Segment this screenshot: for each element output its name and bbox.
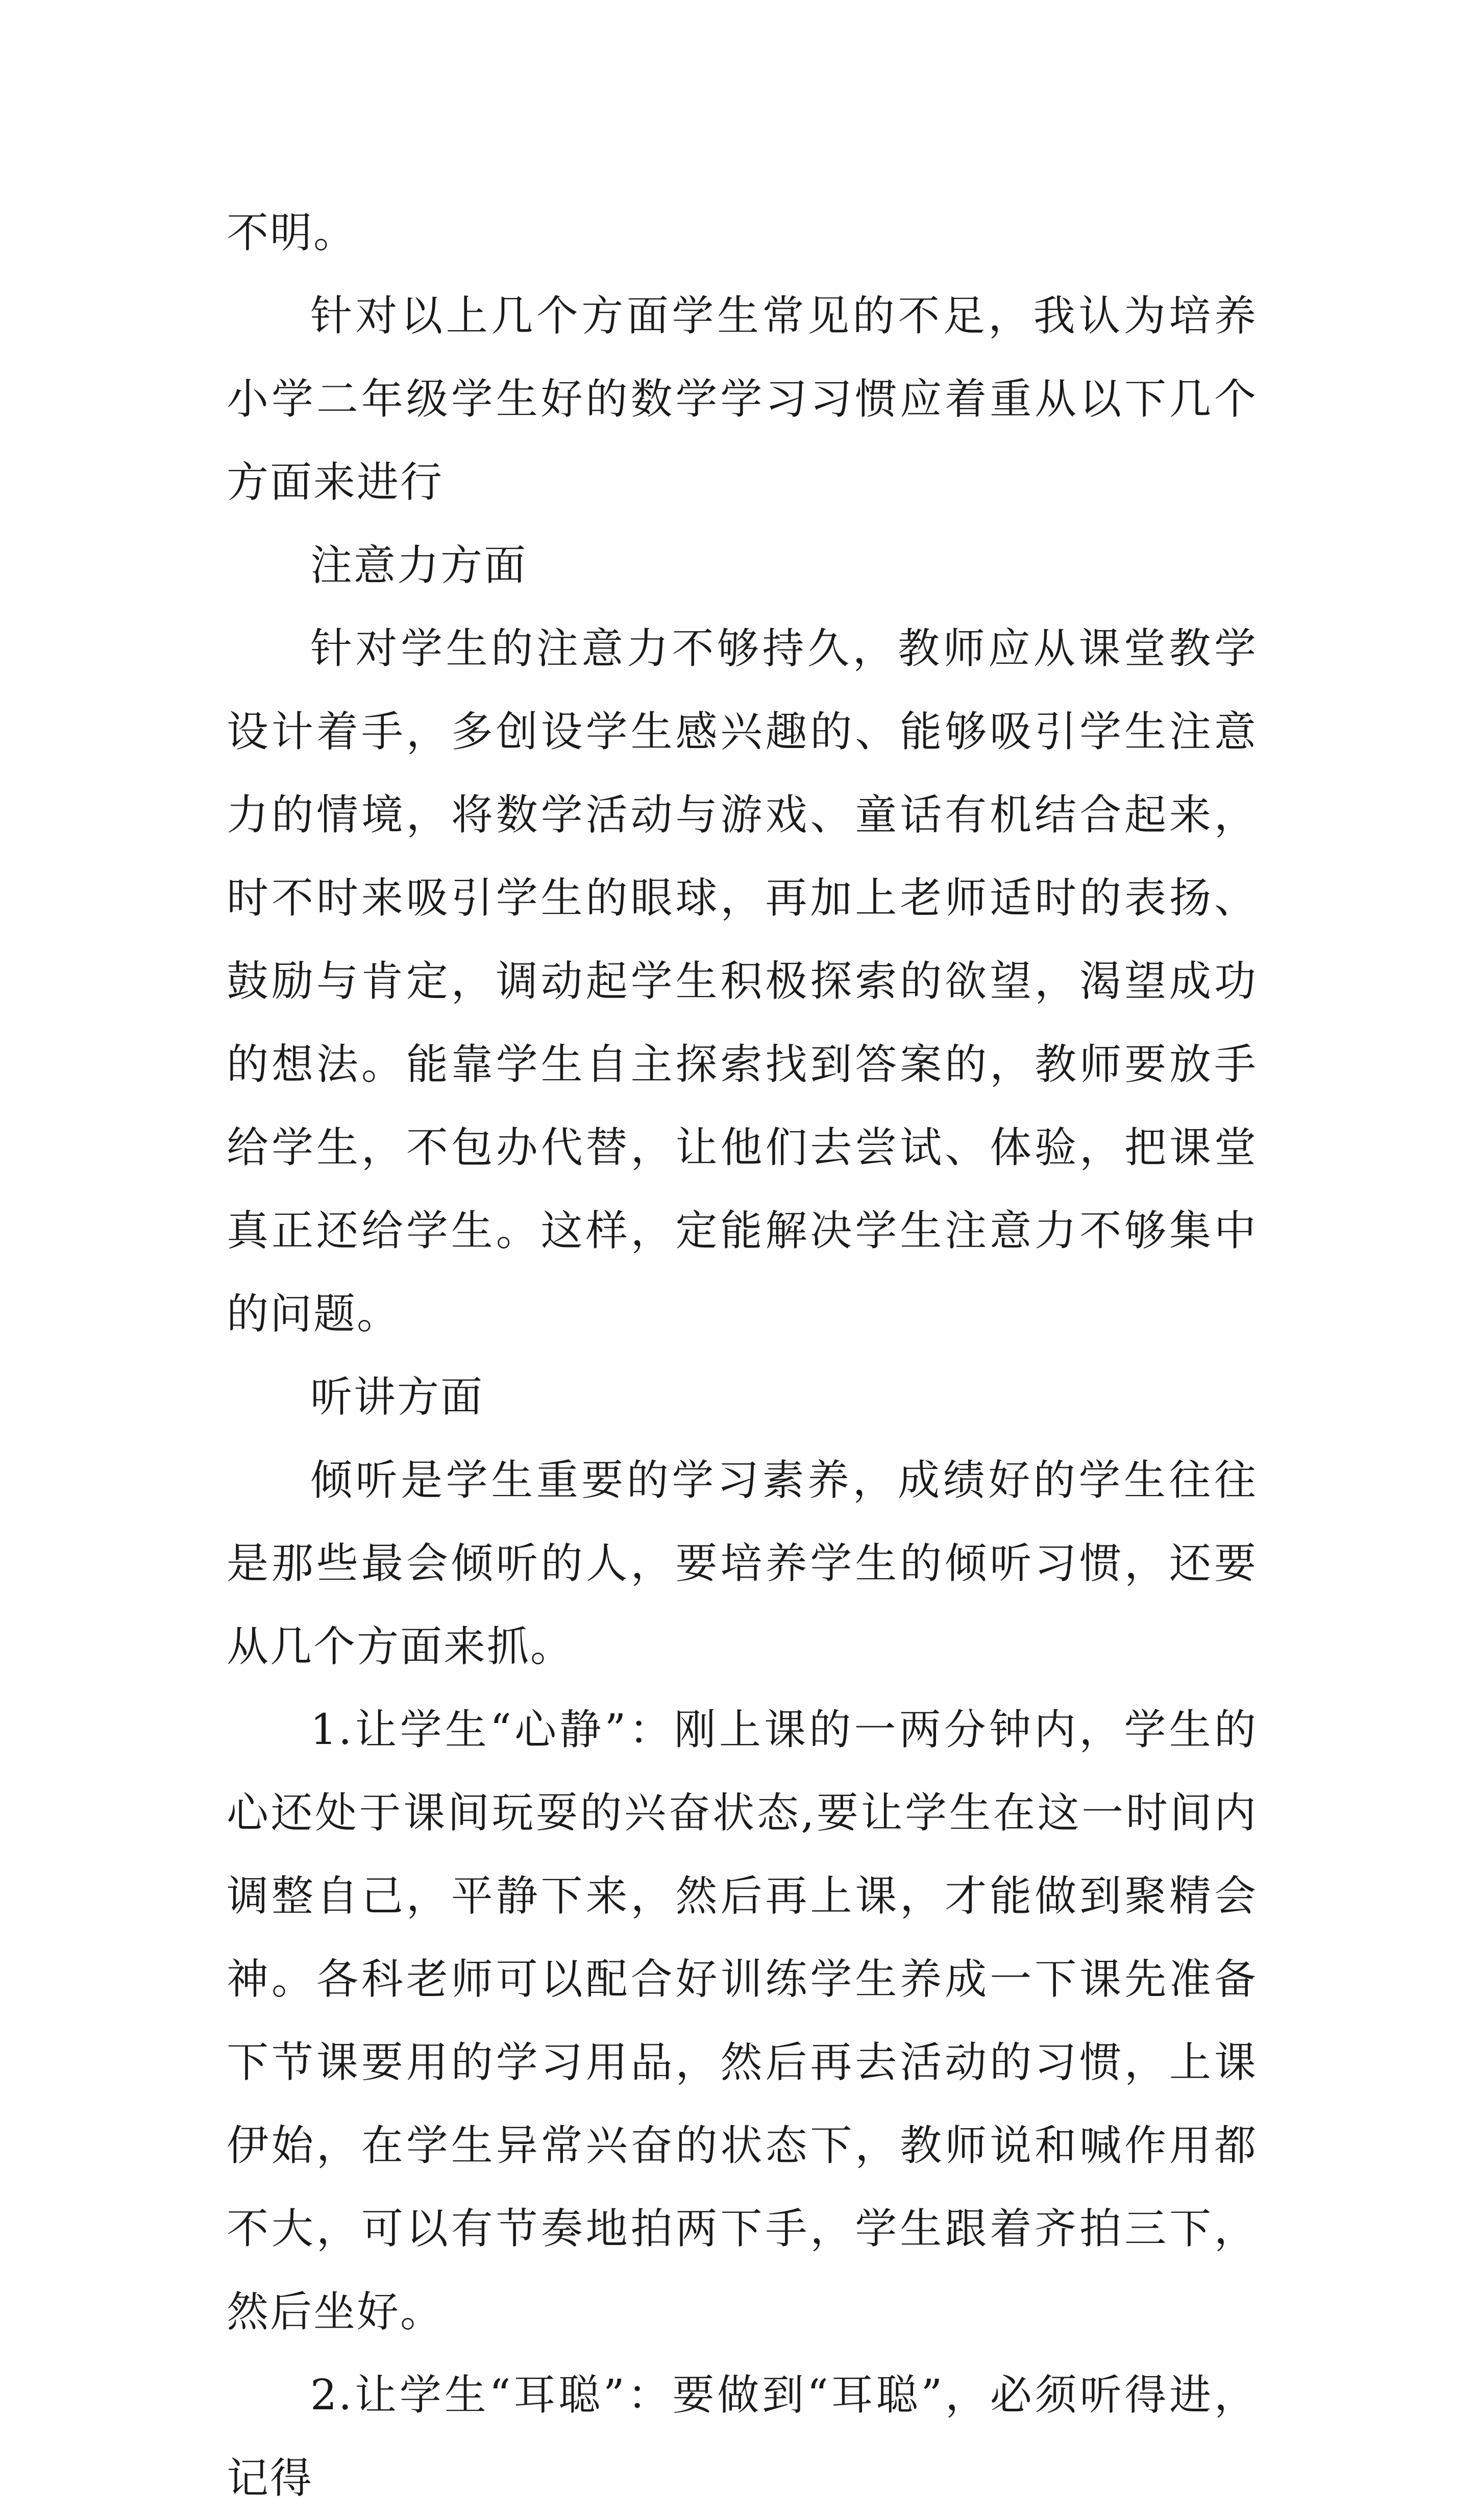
document-body — [227, 191, 1258, 2520]
section-heading-attention: 注意力方面 — [310, 541, 528, 590]
section-heading-listening: 听讲方面 — [310, 1373, 484, 1421]
paragraph-point-2: 2.让学生“耳聪”：要做到“耳聪”，必须听得进，记得 — [227, 2371, 1258, 2503]
paragraph-attention: 针对学生的注意力不够持久，教师应从课堂教学设计着手，多创设学生感兴趣的、能够吸引学生注意力的情境，将数学活动与游戏、童话有机结合起来，时不时来吸引学生的眼球，再加上老师适时的表扬、鼓励与肯定，调动起学生积极探索的欲望，渴望成功的想法。能靠学生自主探索找到答案的，教师要放手给学生，不包办代替，让他们去尝试、体验，把课堂真正还给学生。这样，定能解决学生注意力不够集中的问题。 — [227, 625, 1258, 1338]
paragraph-intro: 针对以上几个方面学生常见的不足，我认为培养小学二年级学生好的数学学习习惯应着重从以下几个方面来进行 — [227, 292, 1258, 507]
paragraph-listening: 倾听是学生重要的学习素养，成绩好的学生往往是那些最会倾听的人，要培养学生的倾听习惯，还要从几个方面来抓。 — [227, 1456, 1258, 1671]
paragraph-point-1: 1.让学生“心静”：刚上课的一两分钟内，学生的心还处于课间玩耍的兴奋状态,要让学生在这一时间内调整自己，平静下来，然后再上课，才能做到聚精会神。各科老师可以配合好训练学生养成一下课先准备下节课要用的学习用品，然后再去活动的习惯，上课伊始，在学生异常兴奋的状态下，教师说和喊作用都不大，可以有节奏地拍两下手，学生跟着齐拍三下，然后坐好。 — [227, 1706, 1258, 2336]
paragraph-continuation: 不明。 — [227, 209, 357, 257]
